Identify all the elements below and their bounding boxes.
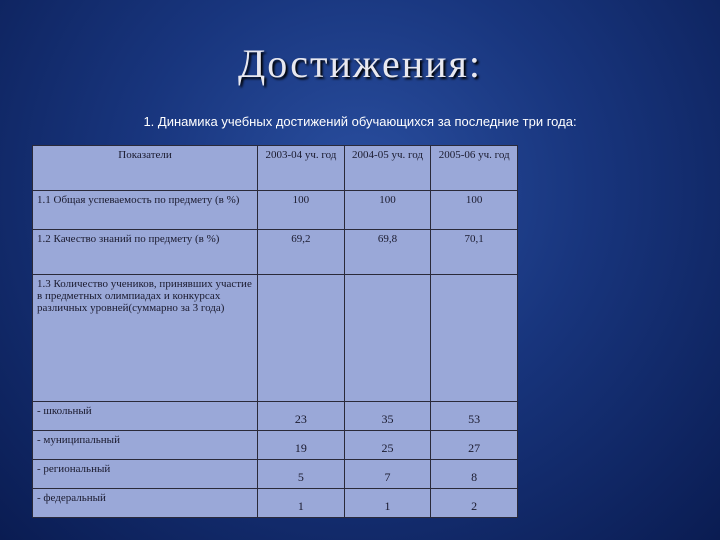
table-row [33, 230, 518, 275]
table-row [33, 275, 518, 402]
table-header-row [33, 146, 518, 191]
table-row [33, 460, 518, 489]
cell-value: 100 [344, 191, 431, 230]
header-cell-2004-05: 2004-05 уч. год [344, 146, 431, 191]
cell-value: 100 [258, 191, 345, 230]
slide-title: Достижения: [237, 41, 483, 86]
header-cell-2003-04: 2003-04 уч. год [258, 146, 345, 191]
table-row [33, 402, 518, 431]
cell-value: 2 [431, 489, 518, 518]
cell-value: 25 [344, 431, 431, 460]
cell-value: 100 [431, 191, 518, 230]
cell-value [258, 275, 345, 402]
cell-value: 53 [431, 402, 518, 431]
cell-value: 23 [258, 402, 345, 431]
row-label: - муниципальный [33, 431, 258, 460]
table-row [33, 191, 518, 230]
cell-value: 5 [258, 460, 345, 489]
cell-value: 1 [258, 489, 345, 518]
cell-value: 1 [344, 489, 431, 518]
row-label: - школьный [33, 402, 258, 431]
cell-value: 69,2 [258, 230, 345, 275]
cell-value: 8 [431, 460, 518, 489]
cell-value: 69,8 [344, 230, 431, 275]
cell-value: 70,1 [431, 230, 518, 275]
cell-value: 27 [431, 431, 518, 460]
table-row [33, 489, 518, 518]
cell-value [431, 275, 518, 402]
cell-value [344, 275, 431, 402]
row-label: 1.1 Общая успеваемость по предмету (в %) [33, 191, 258, 230]
row-label: - федеральный [33, 489, 258, 518]
achievements-table [32, 145, 518, 518]
row-label: 1.3 Количество учеников, принявших участие в предметных олимпиадах и конкурсах различных уровней(суммарно за 3 года) [33, 275, 258, 402]
slide-subtitle: 1. Динамика учебных достижений обучающихся за последние три года: [143, 114, 577, 129]
row-label: - региональный [33, 460, 258, 489]
header-cell-2005-06: 2005-06 уч. год [431, 146, 518, 191]
table-row [33, 431, 518, 460]
header-cell-indicator: Показатели [33, 146, 258, 191]
cell-value: 35 [344, 402, 431, 431]
cell-value: 7 [344, 460, 431, 489]
cell-value: 19 [258, 431, 345, 460]
row-label: 1.2 Качество знаний по предмету (в %) [33, 230, 258, 275]
